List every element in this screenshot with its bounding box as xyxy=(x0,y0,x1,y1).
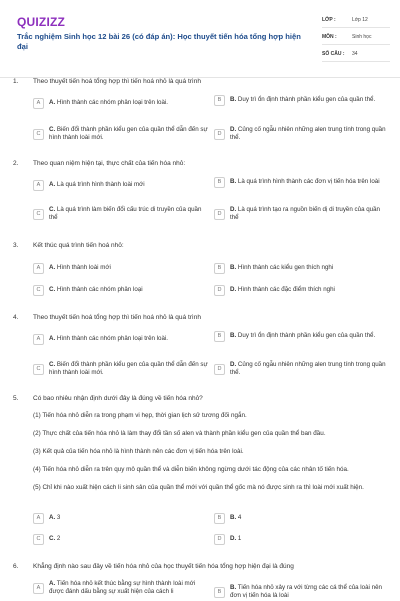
option-c[interactable] xyxy=(33,534,209,545)
option-text: Là quá trình làm biến đổi cấu trúc di truyền của quần thể xyxy=(49,206,202,222)
question-text: Có bao nhiêu nhận định dưới đây là đúng về tiến hóa nhỏ? xyxy=(33,395,203,402)
meta-value: Lớp 12 xyxy=(352,17,368,24)
option-letter-box: C xyxy=(33,285,44,296)
option-a[interactable] xyxy=(33,513,203,524)
question-number: 2. xyxy=(13,160,19,167)
option-d[interactable] xyxy=(214,285,390,296)
option-letter-box: B xyxy=(214,177,225,188)
question-number: 1. xyxy=(13,78,19,85)
option-text: Duy trì ổn định thành phần kiểu gen của quần thể. xyxy=(237,332,376,340)
option-d[interactable] xyxy=(214,361,390,378)
option-d[interactable] xyxy=(214,206,390,223)
option-letter-box: B xyxy=(214,95,225,106)
option-text: Hình thành các nhóm phân loại xyxy=(56,286,143,294)
option-letter-box: A xyxy=(33,513,44,524)
option-a[interactable] xyxy=(33,98,203,109)
option-c[interactable] xyxy=(33,285,209,296)
meta-row-grade xyxy=(322,14,390,28)
option-text: Củng cố ngẫu nhiên những alen trung tính trong quần thể. xyxy=(230,126,386,142)
option-text: 2 xyxy=(56,535,61,543)
statement-5: (5) Chỉ khi nào xuất hiện cách li sinh sản của quần thể mới với quần thể gốc mà nó được sinh ra thì loài mới xuất hiện. xyxy=(33,484,364,491)
option-text: Hình thành các nhóm phân loại trên loài. xyxy=(56,335,169,343)
option-b[interactable] xyxy=(214,584,390,601)
option-c[interactable] xyxy=(33,206,209,223)
option-text: Tiến hóa nhỏ kết thúc bằng sự hình thành loài mới được đánh dấu bằng sự xuất hiện của cách li xyxy=(49,580,196,596)
question-number: 3. xyxy=(13,242,19,249)
question-text: Khẳng định nào sau đây về tiến hóa nhỏ của học thuyết tiến hóa tổng hợp hiện đại là đúng xyxy=(33,563,294,570)
option-d[interactable] xyxy=(214,534,390,545)
option-text: Là quá trình hình thành loài mới xyxy=(56,181,145,189)
option-prefix: A. xyxy=(49,580,56,587)
option-text: Biến đổi thành phần kiểu gen của quần thể dẫn đến sự hình thành loài mới. xyxy=(49,361,208,377)
statement-1: (1) Tiến hóa nhỏ diễn ra trong phạm vi hẹp, thời gian lịch sử tương đối ngắn. xyxy=(33,412,247,419)
option-prefix: C. xyxy=(49,535,56,543)
option-text: Hình thành các đặc điểm thích nghi xyxy=(237,286,335,294)
option-a[interactable] xyxy=(33,334,203,345)
option-prefix: A. xyxy=(49,99,56,107)
question-text: Kết thúc quá trình tiến hoá nhỏ: xyxy=(33,242,124,249)
option-letter-box: A xyxy=(33,334,44,345)
option-a[interactable] xyxy=(33,263,203,274)
option-b[interactable] xyxy=(214,177,386,188)
option-letter-box: C xyxy=(33,364,44,375)
meta-row-subject xyxy=(322,31,390,45)
option-prefix: A. xyxy=(49,335,56,343)
option-prefix: B. xyxy=(230,264,237,272)
option-prefix: B. xyxy=(230,332,237,340)
option-letter-box: D xyxy=(214,285,225,296)
option-prefix: B. xyxy=(230,96,237,104)
option-prefix: C. xyxy=(49,206,56,213)
option-prefix: B. xyxy=(230,178,237,186)
question-number: 5. xyxy=(13,395,19,402)
option-prefix: B. xyxy=(230,514,237,522)
option-c[interactable] xyxy=(33,361,209,378)
option-text: Biến đổi thành phần kiểu gen của quần thể dẫn đến sự hình thành loài mới. xyxy=(49,126,208,142)
option-text: Là quá trình tạo ra nguồn biến dị di truyền của quần thể xyxy=(230,206,380,222)
quizizz-logo[interactable]: QUIZIZZ xyxy=(17,15,66,29)
meta-value: 34 xyxy=(352,51,358,58)
option-text: 3 xyxy=(56,514,61,522)
option-letter-box: B xyxy=(214,587,225,598)
option-text: Củng cố ngẫu nhiên những alen trung tính trong quần thể. xyxy=(230,361,386,377)
option-prefix: C. xyxy=(49,361,56,368)
option-letter-box: A xyxy=(33,583,44,594)
option-letter-box: A xyxy=(33,98,44,109)
option-b[interactable] xyxy=(214,513,386,524)
option-text: Là quá trình hình thành các đơn vị tiến hóa trên loài xyxy=(237,178,380,186)
option-text: Hình thành các kiểu gen thích nghi xyxy=(237,264,334,272)
option-letter-box: D xyxy=(214,129,225,140)
option-text: 1 xyxy=(237,535,242,543)
question-text: Theo thuyết tiến hoá tổng hợp thì tiến hoá nhỏ là quá trình xyxy=(33,314,201,321)
option-letter-box: D xyxy=(214,364,225,375)
option-letter-box: B xyxy=(214,513,225,524)
document-header xyxy=(0,0,400,78)
option-c[interactable] xyxy=(33,126,209,143)
option-text: Hình thành loài mới xyxy=(56,264,111,272)
option-prefix: D. xyxy=(230,126,237,133)
option-letter-box: A xyxy=(33,263,44,274)
question-number: 4. xyxy=(13,314,19,321)
meta-panel xyxy=(322,14,390,65)
meta-row-count xyxy=(322,48,390,62)
statement-2: (2) Thực chất của tiến hóa nhỏ là làm thay đổi tần số alen và thành phần kiểu gen của quần thể ban đầu. xyxy=(33,430,326,437)
option-prefix: D. xyxy=(230,286,237,294)
option-d[interactable] xyxy=(214,126,390,143)
option-prefix: D. xyxy=(230,361,237,368)
option-b[interactable] xyxy=(214,263,386,274)
option-letter-box: B xyxy=(214,331,225,342)
option-prefix: C. xyxy=(49,126,56,133)
question-text: Theo thuyết tiến hoá tổng hợp thì tiến hoá nhỏ là quá trình xyxy=(33,78,201,85)
meta-label: LỚP : xyxy=(322,17,336,24)
option-text: Tiến hóa nhỏ xảy ra với từng các cá thể của loài nên đơn vị tiến hóa là loài xyxy=(230,584,382,600)
meta-label: SỐ CÂU : xyxy=(322,51,345,58)
option-a[interactable] xyxy=(33,180,203,191)
option-letter-box: C xyxy=(33,209,44,220)
statement-4: (4) Tiến hóa nhỏ diễn ra trên quy mô quần thể và diễn biến không ngừng dưới tác động của các nhân tố tiến hóa. xyxy=(33,466,349,473)
option-prefix: D. xyxy=(230,206,237,213)
option-letter-box: D xyxy=(214,209,225,220)
meta-value: Sinh học xyxy=(352,34,372,41)
option-a[interactable] xyxy=(33,580,209,597)
page-title: Trắc nghiệm Sinh học 12 bài 26 (có đáp án): Học thuyết tiến hóa tổng hợp hiện đại xyxy=(17,32,301,51)
option-prefix: A. xyxy=(49,181,56,189)
meta-label: MÔN : xyxy=(322,34,337,41)
option-text: 4 xyxy=(237,514,242,522)
option-prefix: A. xyxy=(49,264,56,272)
statement-3: (3) Kết quả của tiến hóa nhỏ là hình thành nên các đơn vị tiến hóa trên loài. xyxy=(33,448,244,455)
option-letter-box: A xyxy=(33,180,44,191)
option-text: Duy trì ổn định thành phần kiểu gen của quần thể. xyxy=(237,96,376,104)
option-letter-box: B xyxy=(214,263,225,274)
question-text: Theo quan niệm hiện tại, thực chất của tiến hóa nhỏ: xyxy=(33,160,186,167)
question-number: 6. xyxy=(13,563,19,570)
option-b[interactable] xyxy=(214,331,386,342)
option-text: Hình thành các nhóm phân loại trên loài. xyxy=(56,99,169,107)
option-letter-box: D xyxy=(214,534,225,545)
option-prefix: C. xyxy=(49,286,56,294)
option-b[interactable] xyxy=(214,95,386,106)
option-letter-box: C xyxy=(33,129,44,140)
option-prefix: B. xyxy=(230,584,237,591)
option-prefix: D. xyxy=(230,535,237,543)
option-letter-box: C xyxy=(33,534,44,545)
option-prefix: A. xyxy=(49,514,56,522)
